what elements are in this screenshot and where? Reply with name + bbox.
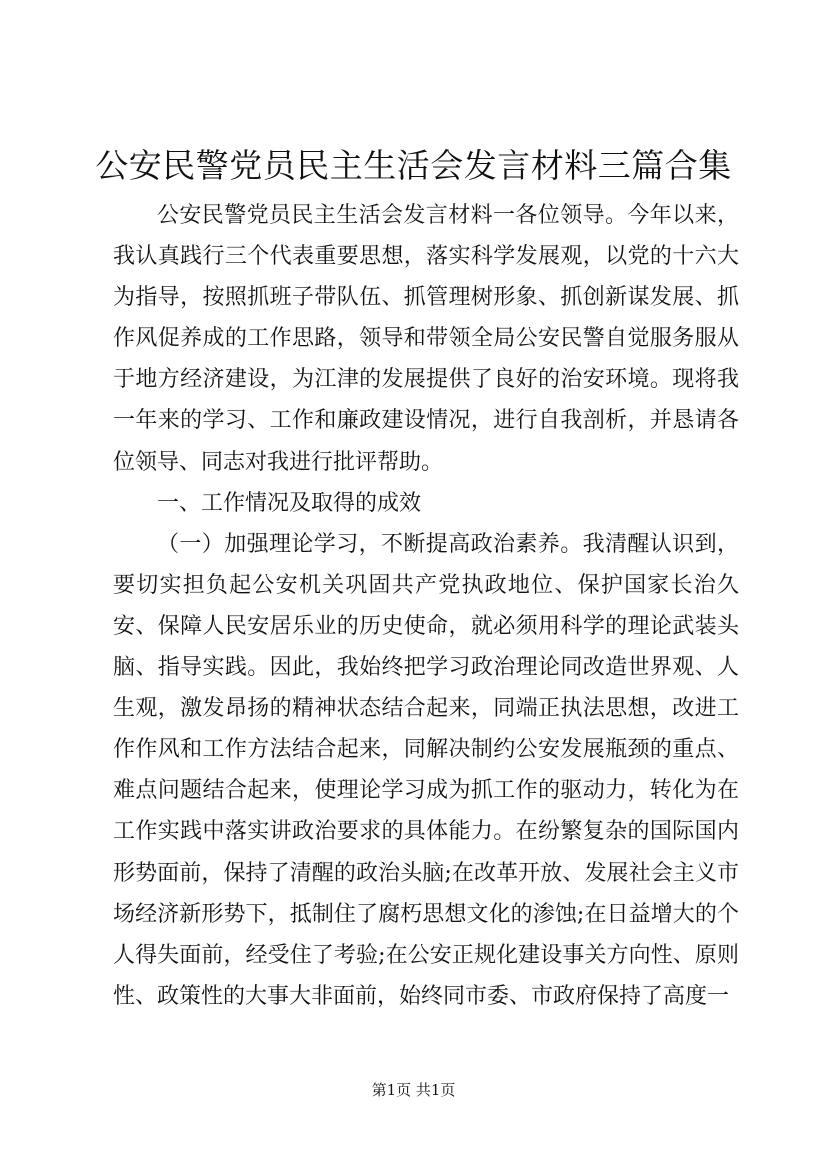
page-number-footer: 第1页 共1页 [371, 1081, 456, 1099]
document-body [113, 195, 739, 1017]
section-heading-work-status: 一、工作情况及取得的成效 [157, 490, 422, 516]
document-title: 公安民警党员民主生活会发言材料三篇合集 [95, 146, 732, 185]
paragraph-theory-study: （一）加强理论学习，不断提高政治素养。我清醒认识到，要切实担负起公安机关巩固共产党执政地位、保护国家长治久安、保障人民安居乐业的历史使命，就必须用科学的理论武装头脑、指导实践。因此，我始终把学习政治理论同改造世界观、人生观，激发昂扬的精神状态结合起来，同端正执法思想，改进工作作风和工作方法结合起来，同解决制约公安发展瓶颈的重点、难点问题结合起来，使理论学习成为抓工作的驱动力，转化为在工作实践中落实讲政治要求的具体能力。在纷繁复杂的国际国内形势面前，保持了清醒的政治头脑;在改革开放、发展社会主义市场经济新形势下，抵制住了腐朽思想文化的渗蚀;在日益增大的个人得失面前，经受住了考验;在公安正规化建设事关方向性、原则性、政策性的大事大非面前，始终同市委、市政府保持了高度一 [113, 531, 739, 1009]
paragraph-intro: 公安民警党员民主生活会发言材料一各位领导。今年以来，我认真践行三个代表重要思想，落实科学发展观，以党的十六大为指导，按照抓班子带队伍、抓管理树形象、抓创新谋发展、抓作风促养成的工作思路，领导和带领全局公安民警自觉服务服从于地方经济建设，为江津的发展提供了良好的治安环境。现将我一年来的学习、工作和廉政建设情况，进行自我剖析，并恳请各位领导、同志对我进行批评帮助。 [113, 203, 739, 475]
